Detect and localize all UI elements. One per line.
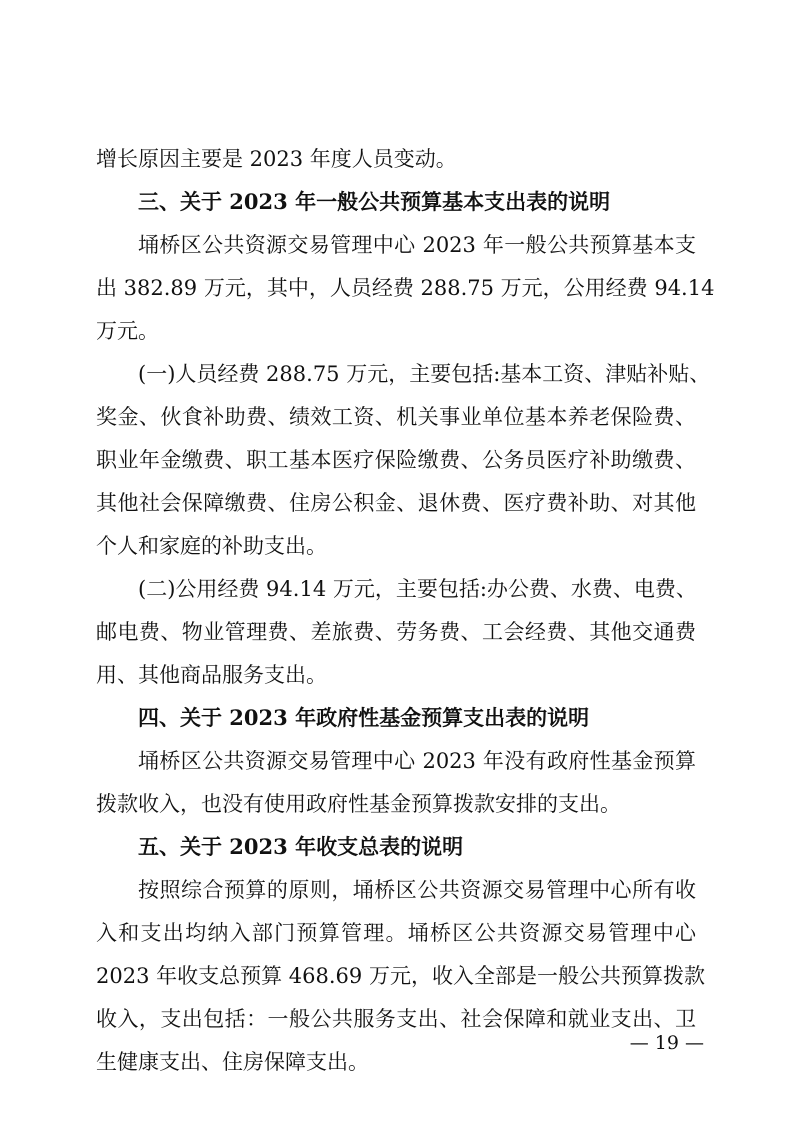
section-heading-5: 五、关于 2023 年收支总表的说明 — [138, 834, 464, 859]
paragraph-line: (二)公用经费 94.14 万元，主要包括:办公费、水费、电费、 — [138, 577, 697, 601]
paragraph-line: 2023 年收支总预算 468.69 万元，收入全部是一般公共预算拨款 — [96, 964, 705, 988]
section-heading-3: 三、关于 2023 年一般公共预算基本支出表的说明 — [138, 189, 611, 214]
paragraph-line: 埇桥区公共资源交易管理中心 2023 年一般公共预算基本支 — [138, 233, 696, 257]
paragraph-line: 生健康支出、住房保障支出。 — [96, 1050, 369, 1074]
section-heading-4: 四、关于 2023 年政府性基金预算支出表的说明 — [138, 705, 590, 730]
paragraph-line: 增长原因主要是 2023 年度人员变动。 — [96, 147, 457, 171]
paragraph-line: 奖金、伙食补助费、绩效工资、机关事业单位基本养老保险费、 — [96, 405, 696, 429]
paragraph-line: 用、其他商品服务支出。 — [96, 663, 327, 687]
paragraph-line: 按照综合预算的原则，埇桥区公共资源交易管理中心所有收 — [138, 878, 696, 902]
paragraph-line: 职业年金缴费、职工基本医疗保险缴费、公务员医疗补助缴费、 — [96, 448, 696, 472]
paragraph-line: 万元。 — [96, 319, 159, 343]
paragraph-line: 邮电费、物业管理费、差旅费、劳务费、工会经费、其他交通费 — [96, 620, 696, 644]
paragraph-line: 个人和家庭的补助支出。 — [96, 534, 327, 558]
paragraph-line: 出 382.89 万元，其中，人员经费 288.75 万元，公用经费 94.14 — [96, 276, 715, 300]
paragraph-line: 拨款收入，也没有使用政府性基金预算拨款安排的支出。 — [96, 792, 621, 816]
paragraph-line: 其他社会保障缴费、住房公积金、退休费、医疗费补助、对其他 — [96, 491, 696, 515]
paragraph-line: 埇桥区公共资源交易管理中心 2023 年没有政府性基金预算 — [138, 749, 696, 773]
paragraph-line: 入和支出均纳入部门预算管理。埇桥区公共资源交易管理中心 — [96, 921, 696, 945]
page-number: — 19 — — [629, 1032, 704, 1054]
paragraph-line: (一)人员经费 288.75 万元，主要包括:基本工资、津贴补贴、 — [138, 362, 711, 386]
paragraph-line: 收入，支出包括：一般公共服务支出、社会保障和就业支出、卫 — [96, 1007, 696, 1031]
